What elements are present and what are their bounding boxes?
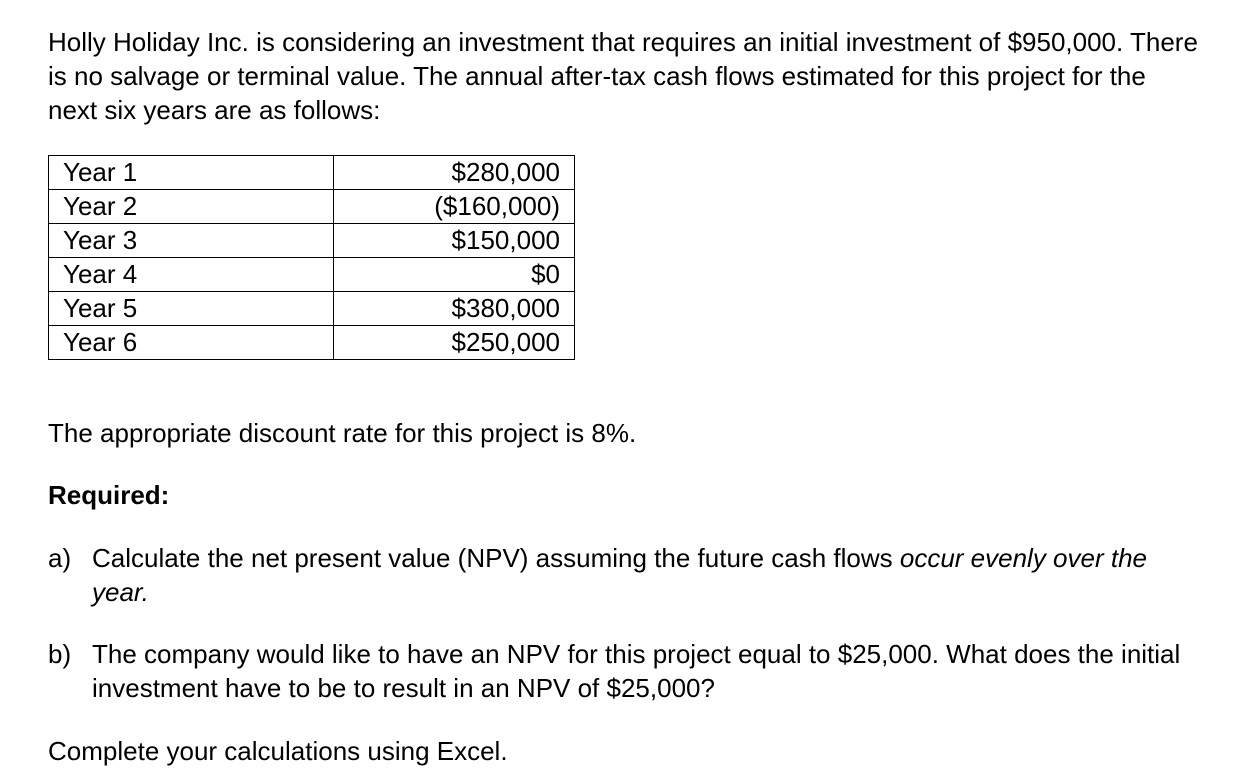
table-row (49, 190, 575, 224)
amount-cell: $250,000 (334, 326, 575, 360)
required-heading: Required: (48, 480, 170, 510)
question-text-plain: Calculate the net present value (NPV) assuming the future cash flows (92, 543, 900, 573)
year-cell: Year 4 (49, 258, 334, 292)
amount-cell: $280,000 (334, 156, 575, 190)
question-marker: a) (48, 543, 72, 573)
year-cell: Year 6 (49, 326, 334, 360)
question-marker: b) (48, 639, 72, 669)
year-cell: Year 5 (49, 292, 334, 326)
amount-cell: ($160,000) (334, 190, 575, 224)
amount-cell: $380,000 (334, 292, 575, 326)
question-text-emphasis: occur evenly over the year. (92, 543, 1147, 607)
question-text: The company would like to have an NPV for this project equal to $25,000. What does the initial investment have to be to result in an NPV of $25,000? (92, 639, 1181, 703)
closing-instruction: Complete your calculations using Excel. (48, 736, 508, 766)
amount-cell: $150,000 (334, 224, 575, 258)
year-cell: Year 1 (49, 156, 334, 190)
table-row (49, 258, 575, 292)
cash-flow-table (48, 155, 575, 360)
question-a (48, 541, 1198, 609)
amount-cell: $0 (334, 258, 575, 292)
table-row (49, 326, 575, 360)
question-text (92, 541, 1198, 609)
table-row (49, 224, 575, 258)
year-cell: Year 3 (49, 224, 334, 258)
table-row (49, 292, 575, 326)
question-b (48, 637, 1198, 705)
table-row (49, 156, 575, 190)
discount-rate-text: The appropriate discount rate for this project is 8%. (48, 418, 637, 448)
year-cell: Year 2 (49, 190, 334, 224)
intro-paragraph: Holly Holiday Inc. is considering an investment that requires an initial investment of $950,000. There is no salvage or terminal value. The annual after-tax cash flows estimated for this project for the next six years are as follows: (48, 27, 1198, 125)
